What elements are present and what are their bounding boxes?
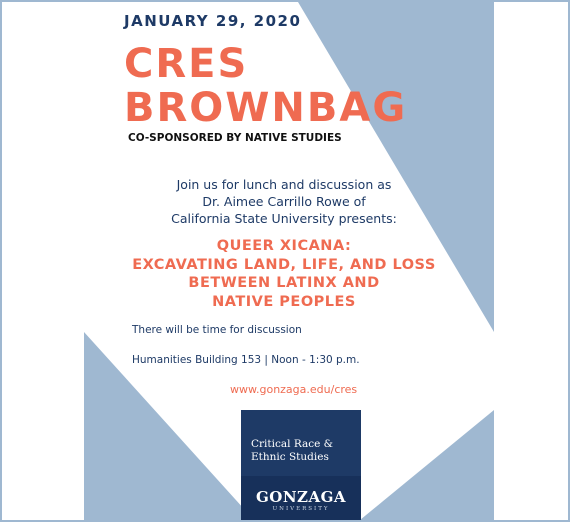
- event-url: www.gonzaga.edu/cres: [230, 383, 358, 396]
- logo-line: Critical Race &: [251, 438, 334, 450]
- gonzaga-cres-logo: [241, 410, 361, 520]
- event-poster: [84, 2, 494, 520]
- event-date: JANUARY 29, 2020: [124, 12, 302, 30]
- cosponsor-text: CO-SPONSORED BY NATIVE STUDIES: [128, 132, 342, 144]
- logo-department: [251, 438, 333, 464]
- intro-line: California State University presents:: [171, 211, 397, 226]
- talk-title: [124, 237, 444, 311]
- intro-line: Join us for lunch and discussion as: [176, 177, 392, 192]
- logo-university-name: GONZAGA: [255, 488, 347, 506]
- logo-university-sub: UNIVERSITY: [272, 506, 330, 512]
- talk-title-line: EXCAVATING LAND, LIFE, AND LOSS: [132, 256, 436, 273]
- title-line: CRES: [124, 41, 249, 87]
- intro-text: [144, 176, 424, 227]
- decorative-triangle-bottom-right: [360, 410, 494, 520]
- logo-line: Ethnic Studies: [251, 451, 329, 463]
- talk-title-line: QUEER XICANA:: [216, 238, 352, 254]
- event-location: Humanities Building 153 | Noon - 1:30 p.m.: [132, 354, 360, 366]
- intro-line: Dr. Aimee Carrillo Rowe of: [202, 194, 366, 209]
- discussion-note: There will be time for discussion: [132, 324, 302, 336]
- talk-title-line: BETWEEN LATINX AND: [188, 275, 380, 291]
- title-line: BROWNBAG: [124, 85, 408, 131]
- poster-title: [124, 42, 407, 130]
- talk-title-line: NATIVE PEOPLES: [212, 293, 356, 310]
